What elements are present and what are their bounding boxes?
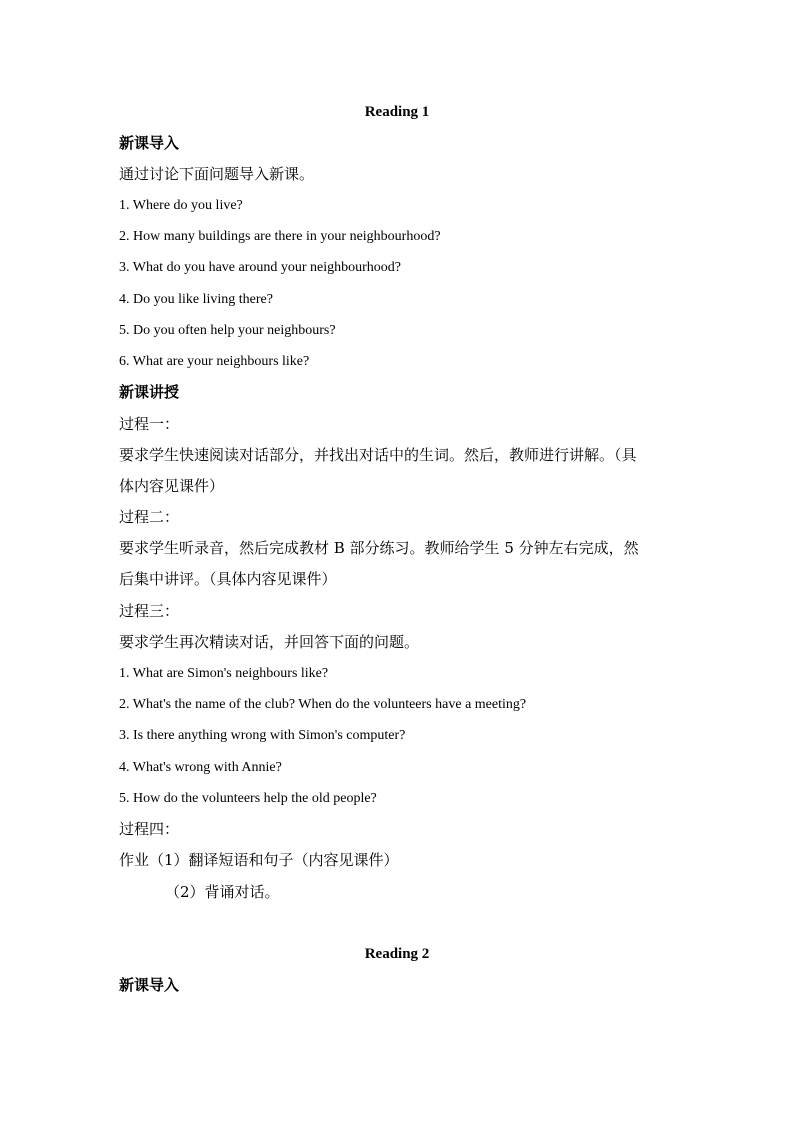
step2-label: 过程二： bbox=[119, 508, 180, 526]
reading2-intro-heading: 新课导入 bbox=[119, 976, 180, 994]
step1-label: 过程一： bbox=[119, 415, 180, 433]
intro-question: 5. Do you often help your neighbours? bbox=[119, 323, 336, 338]
homework-line: 作业（1）翻译短语和句子（内容见课件） bbox=[119, 851, 399, 869]
intro-question: 2. How many buildings are there in your neighbourhood? bbox=[119, 229, 441, 244]
step2-text: 后集中讲评。（具体内容见课件） bbox=[119, 570, 337, 588]
step3-question: 5. How do the volunteers help the old people? bbox=[119, 791, 377, 806]
intro-question: 3. What do you have around your neighbourhood? bbox=[119, 260, 402, 275]
step3-text: 要求学生再次精读对话，并回答下面的问题。 bbox=[119, 633, 420, 651]
teach-heading: 新课讲授 bbox=[119, 383, 180, 401]
step3-question: 1. What are Simon's neighbours like? bbox=[119, 666, 329, 681]
reading2-title: Reading 2 bbox=[364, 946, 430, 962]
step2-text: 要求学生听录音，然后完成教材 B 部分练习。教师给学生 5 分钟左右完成，然 bbox=[119, 539, 639, 557]
step1-text: 要求学生快速阅读对话部分，并找出对话中的生词。然后，教师进行讲解。（具 bbox=[119, 446, 637, 464]
homework-line: （2）背诵对话。 bbox=[165, 883, 280, 901]
step3-label: 过程三： bbox=[119, 602, 180, 620]
step4-label: 过程四： bbox=[119, 820, 180, 838]
step1-text: 体内容见课件） bbox=[119, 477, 225, 495]
step3-question: 2. What's the name of the club? When do the volunteers have a meeting? bbox=[119, 697, 527, 712]
step3-question: 4. What's wrong with Annie? bbox=[119, 760, 282, 775]
reading1-title: Reading 1 bbox=[364, 104, 430, 120]
step3-question: 3. Is there anything wrong with Simon's computer? bbox=[119, 728, 406, 743]
intro-heading: 新课导入 bbox=[119, 134, 180, 152]
intro-question: 1. Where do you live? bbox=[119, 198, 243, 213]
intro-question: 4. Do you like living there? bbox=[119, 292, 273, 307]
intro-question: 6. What are your neighbours like? bbox=[119, 354, 310, 369]
intro-text: 通过讨论下面问题导入新课。 bbox=[119, 165, 315, 183]
